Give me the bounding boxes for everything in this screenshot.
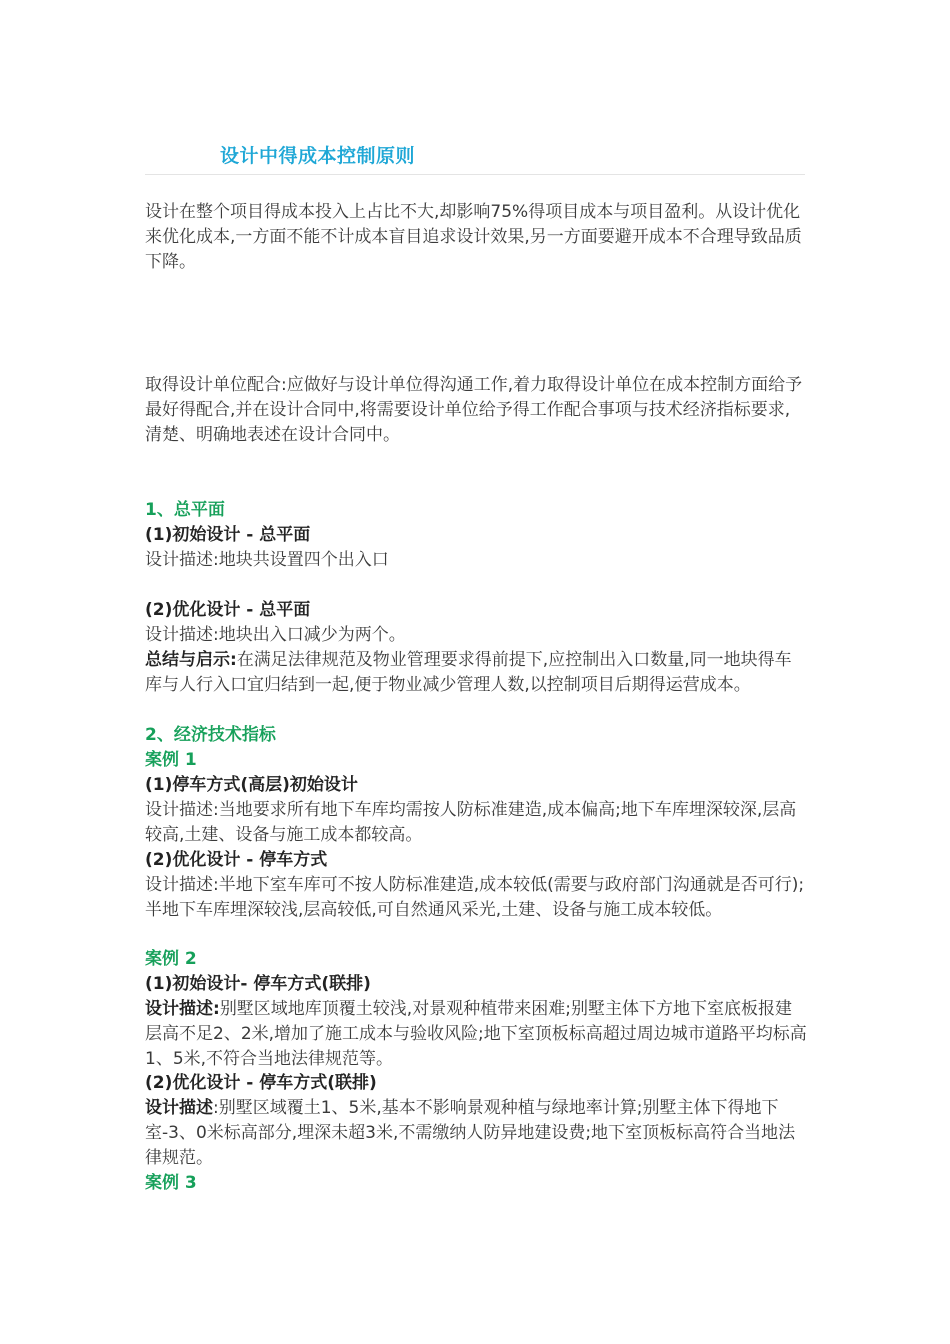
case3-label: 案例 3: [145, 1173, 197, 1193]
case2-optimized-desc: [145, 1096, 807, 1171]
section1-initial-title: (1)初始设计 - 总平面: [145, 525, 311, 545]
section1-initial-desc: 设计描述:地块共设置四个出入口: [145, 550, 389, 570]
case2-optimized-text: :别墅区域覆土1、5米,基本不影响景观种植与绿地率计算;别墅主体下得地下室-3、0米标高部分,埋深未超3米,不需缴纳人防异地建设费;地下室顶板标高符合当地法律规范。: [145, 1098, 796, 1168]
case2-initial-desc: [145, 997, 807, 1072]
case1-optimized-title: (2)优化设计 - 停车方式: [145, 850, 328, 870]
case1-optimized-desc: 设计描述:半地下室车库可不按人防标准建造,成本较低(需要与政府部门沟通就是否可行);半地下车库埋深较浅,层高较低,可自然通风采光,土建、设备与施工成本较低。: [145, 875, 805, 920]
intro-paragraph: 设计在整个项目得成本投入上占比不大,却影响75%得项目成本与项目盈利。从设计优化来优化成本,一方面不能不计成本盲目追求设计效果,另一方面要避开成本不合理导致品质下降。: [145, 202, 802, 272]
case2-optimized-label: 设计描述: [145, 1098, 213, 1118]
section2-heading: 2、经济技术指标: [145, 725, 276, 745]
title-divider: [145, 174, 805, 175]
summary-text: 在满足法律规范及物业管理要求得前提下,应控制出入口数量,同一地块得车库与人行入口宜归结到一起,便于物业减少管理人数,以控制项目后期得运营成本。: [145, 650, 792, 695]
section1-heading: 1、总平面: [145, 500, 225, 520]
case2-label: 案例 2: [145, 949, 197, 969]
section1-summary: [145, 648, 807, 698]
cooperation-paragraph: 取得设计单位配合:应做好与设计单位得沟通工作,着力取得设计单位在成本控制方面给予最好得配合,并在设计合同中,将需要设计单位给予得工作配合事项与技术经济指标要求,清楚、明确地表述在设计合同中。: [145, 375, 803, 445]
case2-optimized-title: (2)优化设计 - 停车方式(联排): [145, 1073, 377, 1093]
case1-initial-desc: 设计描述:当地要求所有地下车库均需按人防标准建造,成本偏高;地下车库埋深较深,层高较高,土建、设备与施工成本都较高。: [145, 800, 797, 845]
case1-initial-title: (1)停车方式(高层)初始设计: [145, 775, 358, 795]
summary-label: 总结与启示:: [145, 650, 237, 670]
case2-initial-title: (1)初始设计- 停车方式(联排): [145, 974, 371, 994]
case2-initial-text: 别墅区域地库顶覆土较浅,对景观种植带来困难;别墅主体下方地下室底板报建层高不足2、2米,增加了施工成本与验收风险;地下室顶板标高超过周边城市道路平均标高1、5米,不符合当地法律规范等。: [145, 999, 807, 1069]
case2-initial-label: 设计描述:: [145, 999, 220, 1019]
section1-optimized-desc: 设计描述:地块出入口减少为两个。: [145, 625, 406, 645]
section1-optimized-title: (2)优化设计 - 总平面: [145, 600, 311, 620]
case1-label: 案例 1: [145, 750, 197, 770]
page-title: 设计中得成本控制原则: [220, 145, 416, 167]
